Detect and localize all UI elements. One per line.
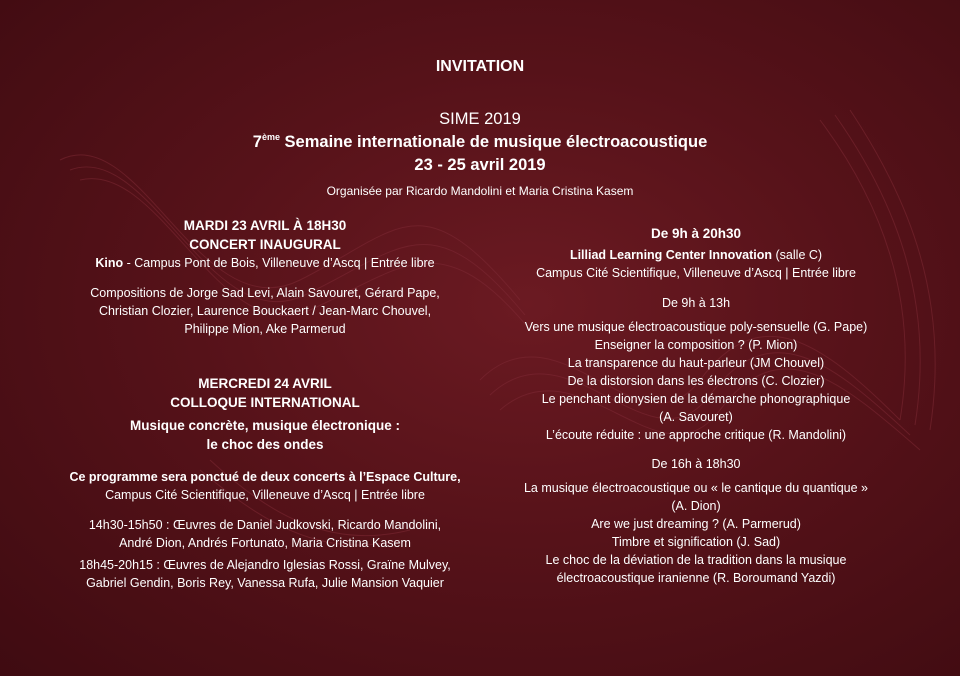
theme-line: Musique concrète, musique électronique : xyxy=(129,418,401,433)
concert1-line: André Dion, Andrés Fortunato, Maria Cristina Kasem xyxy=(119,536,411,550)
morning-label: De 9h à 13h xyxy=(661,296,731,310)
colloque-venue-room: (salle C) xyxy=(772,248,823,262)
compositions-line: Compositions de Jorge Sad Levi, Alain Savouret, Gérard Pape, xyxy=(90,286,440,300)
colloque-concert-2 xyxy=(40,556,490,592)
colloque-section xyxy=(40,374,490,412)
morning-talk: Enseigner la composition ? (P. Mion) xyxy=(594,338,798,352)
concert-title: CONCERT INAUGURAL xyxy=(189,237,341,252)
colloque-venue-line xyxy=(466,246,926,264)
afternoon-talk: (A. Dion) xyxy=(671,499,721,513)
colloque-title: COLLOQUE INTERNATIONAL xyxy=(170,395,360,410)
subtitle-ordinal-suffix: ème xyxy=(261,132,280,142)
afternoon-session xyxy=(466,455,926,587)
morning-talk: Le penchant dionysien de la démarche phonographique xyxy=(541,392,851,406)
concert-venue-name: Kino xyxy=(95,256,124,270)
morning-talk: L’écoute réduite : une approche critique (R. Mandolini) xyxy=(545,428,847,442)
morning-session xyxy=(466,294,926,444)
concert1-line: 14h30-15h50 : Œuvres de Daniel Judkovski, Ricardo Mandolini, xyxy=(88,518,442,532)
organisers: Organisée par Ricardo Mandolini et Maria Cristina Kasem xyxy=(326,184,634,198)
concert2-line: 18h45-20h15 : Œuvres de Alejandro Iglesias Rossi, Graïne Mulvey, xyxy=(79,558,451,572)
morning-talk: De la distorsion dans les électrons (C. Clozier) xyxy=(567,374,825,388)
colloque-date: MERCREDI 24 AVRIL xyxy=(198,376,332,391)
concert2-line: Gabriel Gendin, Boris Rey, Vanessa Rufa, Julie Mansion Vaquier xyxy=(86,576,444,590)
program-note: Ce programme sera ponctué de deux concerts à l’Espace Culture, xyxy=(69,470,461,484)
theme-line: le choc des ondes xyxy=(206,437,324,452)
colloque-program xyxy=(40,468,490,504)
afternoon-talk: Are we just dreaming ? (A. Parmerud) xyxy=(591,517,801,531)
colloque-venue xyxy=(466,224,926,282)
afternoon-talk: Le choc de la déviation de la tradition dans la musique xyxy=(545,553,847,567)
colloque-concert-1 xyxy=(40,516,490,552)
left-column xyxy=(40,216,490,596)
colloque-venue-place: Campus Cité Scientifique, Villeneuve d’Ascq | Entrée libre xyxy=(536,266,856,280)
colloque-hours: De 9h à 20h30 xyxy=(650,226,742,241)
right-column xyxy=(466,224,926,594)
afternoon-talk: électroacoustique iranienne (R. Boroumand Yazdi) xyxy=(556,571,836,585)
subtitle-ordinal: 7 xyxy=(252,133,262,151)
afternoon-label: De 16h à 18h30 xyxy=(651,457,741,471)
colloque-venue-name: Lilliad Learning Center Innovation xyxy=(569,248,773,262)
invitation-heading: INVITATION xyxy=(435,58,525,75)
afternoon-talk: Timbre et signification (J. Sad) xyxy=(611,535,781,549)
event-name: SIME 2019 xyxy=(439,110,521,128)
event-dates: 23 - 25 avril 2019 xyxy=(414,156,546,174)
concert-venue-rest: - Campus Pont de Bois, Villeneuve d’Ascq | Entrée libre xyxy=(123,256,435,270)
concert-date: MARDI 23 AVRIL À 18H30 xyxy=(183,218,347,233)
morning-talk: Vers une musique électroacoustique poly-sensuelle (G. Pape) xyxy=(524,320,868,334)
program-place: Campus Cité Scientifique, Villeneuve d’Ascq | Entrée libre xyxy=(105,488,425,502)
concert-compositions xyxy=(40,284,490,338)
compositions-line: Christian Clozier, Laurence Bouckaert / Jean-Marc Chouvel, xyxy=(98,304,432,318)
morning-talk: La transparence du haut-parleur (JM Chouvel) xyxy=(567,356,825,370)
colloque-theme xyxy=(40,416,490,454)
subtitle-text: Semaine internationale de musique électroacoustique xyxy=(284,133,708,151)
concert-venue xyxy=(40,254,490,272)
event-subtitle xyxy=(0,133,960,152)
afternoon-talk: La musique électroacoustique ou « le cantique du quantique » xyxy=(523,481,868,495)
concert-section xyxy=(40,216,490,272)
morning-talk: (A. Savouret) xyxy=(659,410,733,424)
compositions-line: Philippe Mion, Ake Parmerud xyxy=(184,322,346,336)
